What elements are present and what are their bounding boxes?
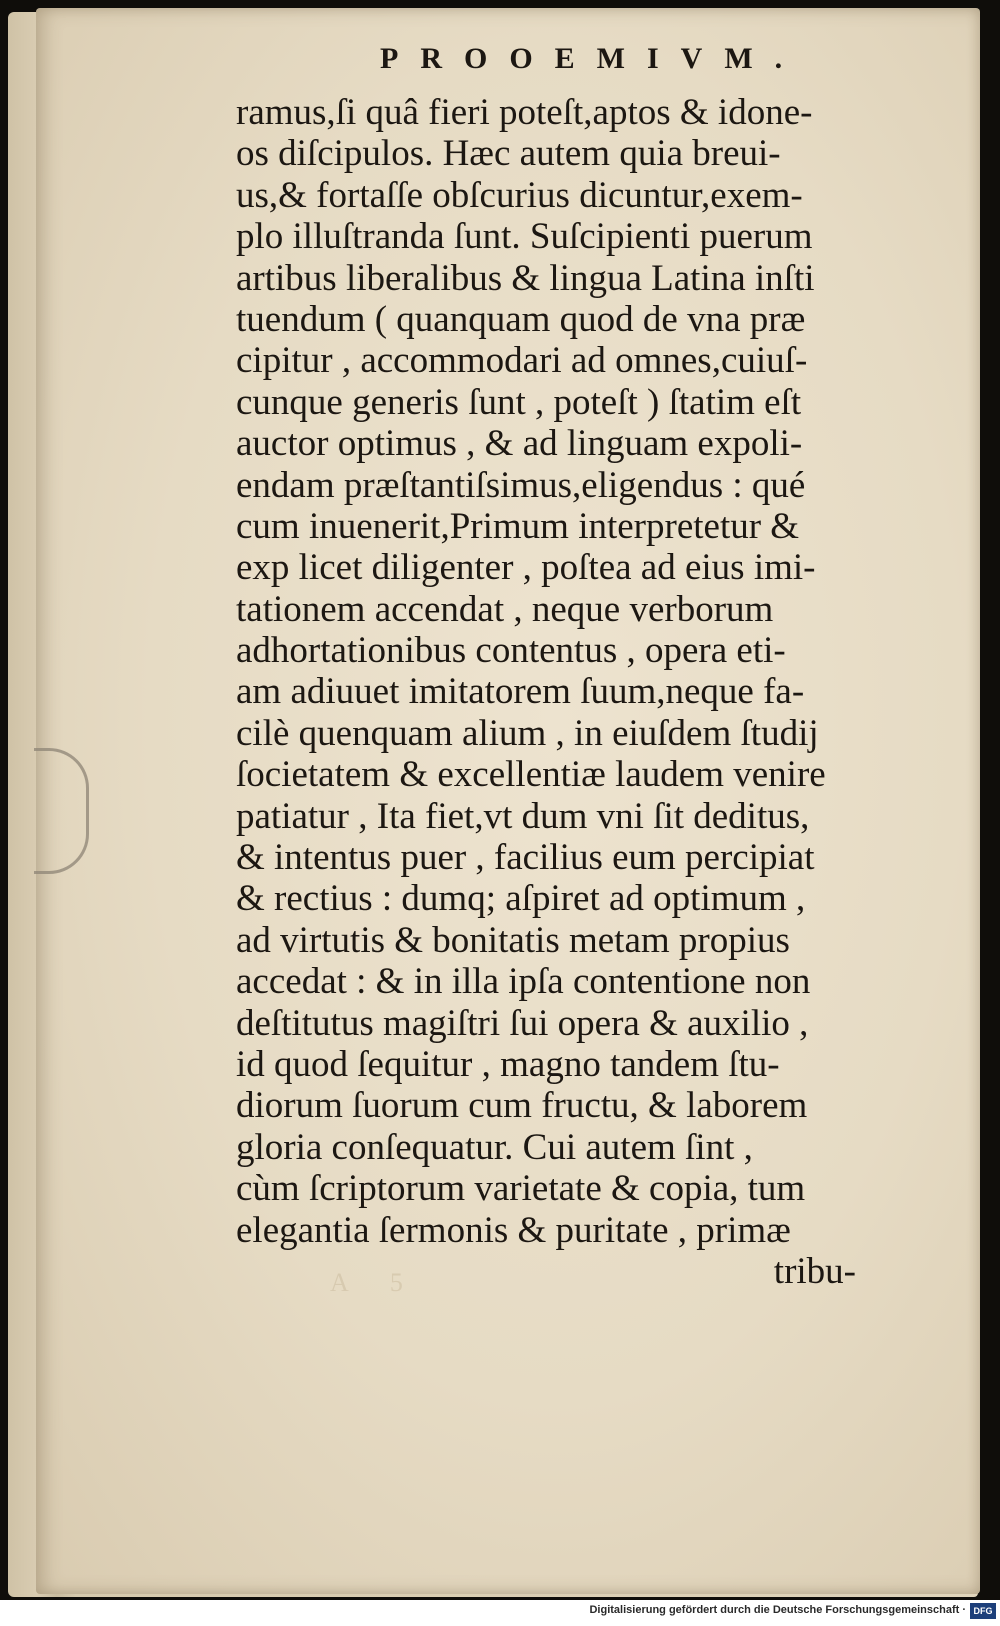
body-text bbox=[236, 92, 886, 1292]
text-line: artibus liberalibus & lingua Latina inſti bbox=[236, 257, 815, 299]
text-line: cum inuenerit,Primum interpretetur & bbox=[236, 505, 800, 547]
text-line: deſtitutus magiſtri ſui opera & auxilio , bbox=[236, 1002, 809, 1044]
paper-clip-mark bbox=[34, 748, 89, 874]
text-line: adhortationibus contentus , opera eti- bbox=[236, 630, 786, 672]
text-line: ramus,ſi quâ fieri poteſt,aptos & idone- bbox=[236, 92, 813, 133]
text-line: & rectius : dumq; aſpiret ad optimum , bbox=[236, 878, 806, 920]
dfg-logo-icon: DFG bbox=[970, 1603, 996, 1619]
text-line: ſocietatem & excellentiæ laudem venire bbox=[236, 754, 826, 796]
text-line: tationem accendat , neque verborum bbox=[236, 588, 774, 630]
text-line: elegantia ſermonis & puritate , primæ bbox=[236, 1209, 791, 1251]
funding-credit: Digitalisierung gefördert durch die Deutsche Forschungsgemeinschaft · bbox=[589, 1604, 966, 1616]
text-line: cilè quenquam alium , in eiuſdem ſtudij bbox=[236, 712, 819, 754]
catchword: tribu- bbox=[773, 1250, 856, 1292]
text-line: tuendum ( quanquam quod de vna præ bbox=[236, 298, 806, 340]
text-line: us,& fortaſſe obſcurius dicuntur,exem- bbox=[236, 174, 803, 216]
text-line: & intentus puer , facilius eum percipiat bbox=[236, 837, 815, 879]
text-line: plo illuſtranda ſunt. Suſcipienti puerum bbox=[236, 216, 813, 258]
text-line: gloria conſequatur. Cui autem ſint , bbox=[236, 1126, 753, 1168]
text-line: am adiuuet imitatorem ſuum,neque fa- bbox=[236, 671, 805, 713]
footer-bar bbox=[0, 1600, 1000, 1626]
text-line: diorum ſuorum cum fructu, & laborem bbox=[236, 1085, 808, 1127]
text-line: auctor optimus , & ad linguam expoli- bbox=[236, 423, 803, 465]
text-line: cùm ſcriptorum varietate & copia, tum bbox=[236, 1168, 806, 1210]
text-line: endam præſtantiſsimus,eligendus : qué bbox=[236, 464, 806, 506]
bleed-through-signature: A 5 bbox=[330, 1268, 421, 1297]
text-line: exp licet diligenter , poſtea ad eius imi- bbox=[236, 547, 816, 589]
running-head: PROOEMIVM. bbox=[380, 42, 805, 75]
text-line: accedat : & in illa ipſa contentione non bbox=[236, 961, 811, 1003]
text-line: ad virtutis & bonitatis metam propius bbox=[236, 919, 790, 961]
text-line: patiatur , Ita fiet,vt dum vni ſit deditus, bbox=[236, 795, 810, 837]
text-line: id quod ſequitur , magno tandem ſtu- bbox=[236, 1043, 780, 1085]
text-line: cipitur , accommodari ad omnes,cuiuſ- bbox=[236, 340, 808, 382]
text-line: os diſcipulos. Hæc autem quia breui- bbox=[236, 133, 781, 175]
text-line: cunque generis ſunt , poteſt ) ſtatim eſt bbox=[236, 381, 802, 423]
